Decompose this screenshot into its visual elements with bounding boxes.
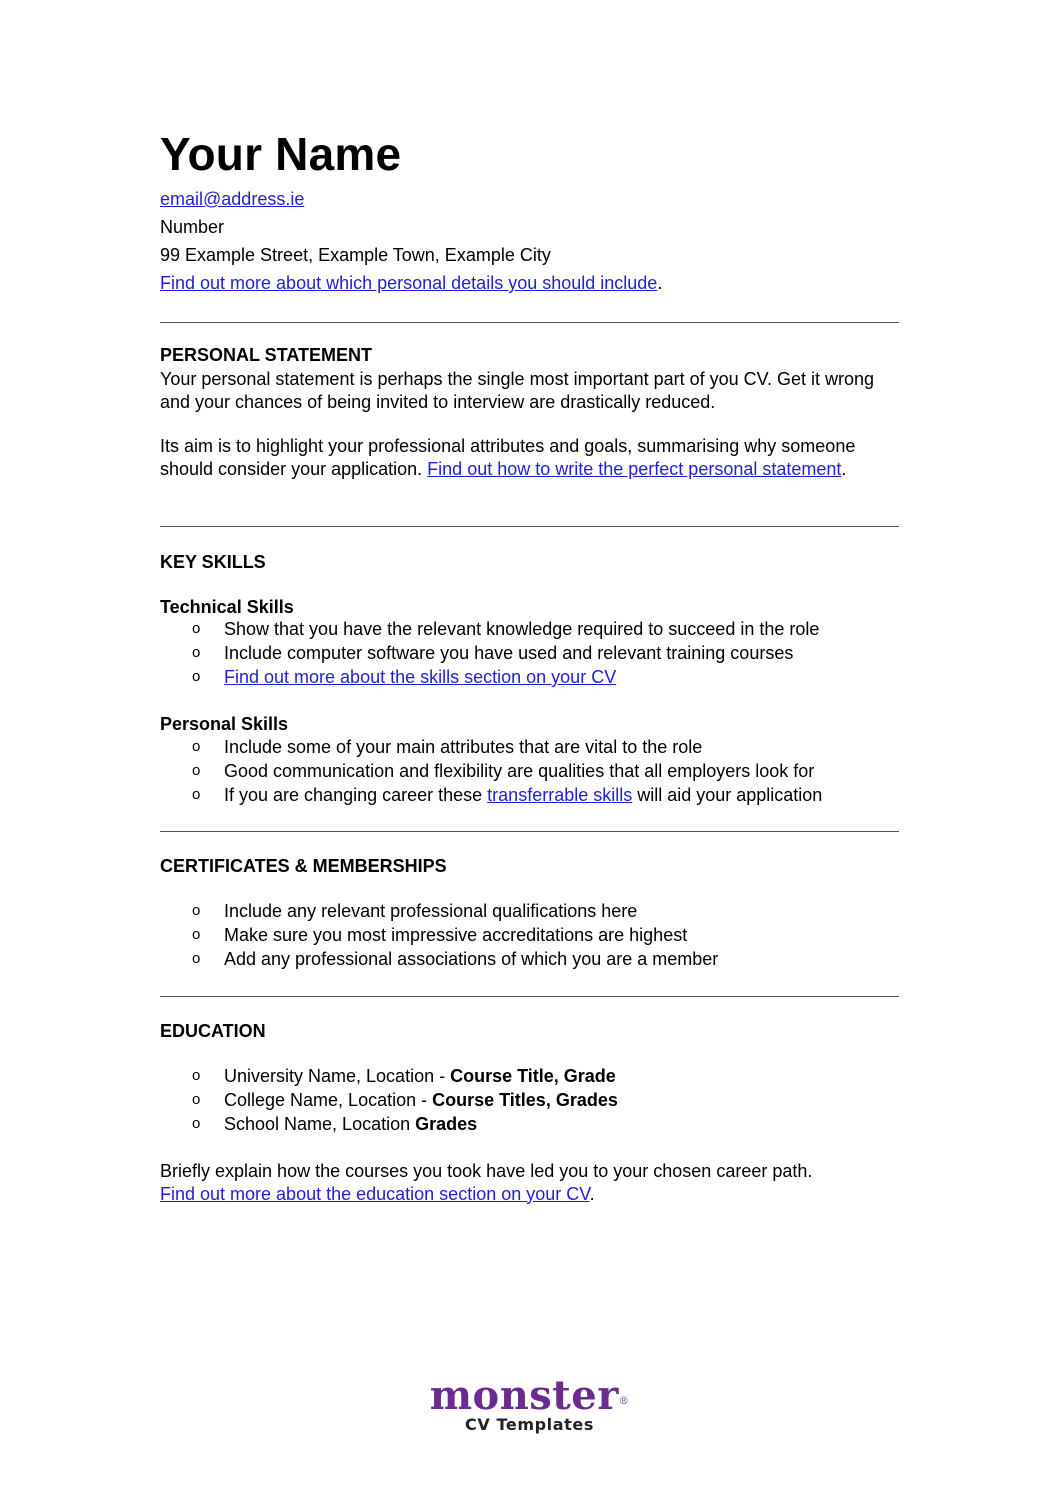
- phone-number: Number: [160, 217, 225, 237]
- bullet-marker: o: [192, 738, 201, 755]
- education-list: [160, 1064, 618, 1136]
- personal-statement-heading: PERSONAL STATEMENT: [160, 345, 373, 365]
- list-item: o Add any professional associations of which you are a member: [192, 949, 719, 969]
- list-item: o Make sure you most impressive accreditations are highest: [192, 925, 688, 945]
- bullet-marker: o: [192, 620, 201, 637]
- bullet-marker: o: [192, 902, 201, 919]
- section-divider: [160, 831, 899, 832]
- list-item: o Show that you have the relevant knowledge required to succeed in the role: [192, 619, 820, 639]
- skills-section-link[interactable]: Find out more about the skills section on your CV: [224, 667, 617, 687]
- list-item: o If you are changing career these transferrable skills will aid your application: [192, 785, 823, 805]
- email-link[interactable]: email@address.ie: [160, 189, 305, 209]
- bullet-marker: o: [192, 1067, 201, 1084]
- list-item: o Include any relevant professional qualifications here: [192, 901, 638, 921]
- logo-text: monster: [429, 1372, 619, 1419]
- personal-statement-text: Its aim is to highlight your professional attributes and goals, summarising why someone should consider your application.: [160, 436, 856, 479]
- transferrable-skills-link[interactable]: transferrable skills: [487, 785, 633, 805]
- technical-skills-heading: Technical Skills: [160, 597, 294, 617]
- address: 99 Example Street, Example Town, Example City: [160, 245, 551, 265]
- registered-mark: ®: [618, 1396, 630, 1407]
- section-divider: [160, 526, 899, 527]
- certificates-heading: CERTIFICATES & MEMBERSHIPS: [160, 856, 447, 876]
- key-skills-heading: KEY SKILLS: [160, 552, 266, 572]
- education-heading: EDUCATION: [160, 1021, 266, 1041]
- bullet-marker: o: [192, 950, 201, 967]
- bullet-marker: o: [192, 762, 201, 779]
- personal-skills-list: [160, 735, 822, 807]
- bullet-marker: o: [192, 1115, 201, 1132]
- cv-templates-label: CV Templates: [465, 1415, 594, 1434]
- personal-details-link[interactable]: Find out more about which personal details you should include: [160, 273, 658, 293]
- education-section-link[interactable]: Find out more about the education section on your CV: [160, 1183, 590, 1204]
- monster-logo: [0, 1372, 1059, 1419]
- bullet-marker: o: [192, 1091, 201, 1108]
- section-divider: [160, 322, 899, 323]
- bullet-marker: o: [192, 786, 201, 803]
- certificates-list: [160, 899, 718, 971]
- bullet-marker: o: [192, 644, 201, 661]
- section-divider: [160, 996, 899, 997]
- list-item: o School Name, Location Grades: [192, 1114, 478, 1134]
- footer: [0, 1372, 1059, 1436]
- candidate-name: Your Name: [160, 128, 402, 180]
- personal-statement-tail: .: [841, 458, 847, 479]
- technical-skills-list: [160, 617, 819, 689]
- list-item: o College Name, Location - Course Titles, Grades: [192, 1090, 618, 1110]
- personal-statement-paragraph-1: Your personal statement is perhaps the single most important part of you CV. Get it wrong and your chances of being invited to interview are drastically reduced.: [160, 369, 875, 412]
- list-item: [160, 665, 819, 689]
- personal-statement-link[interactable]: Find out how to write the perfect personal statement: [427, 458, 842, 479]
- personal-skills-heading: Personal Skills: [160, 714, 289, 734]
- education-summary: Briefly explain how the courses you took have led you to your chosen career path. Find out more about the education section on your CV.: [160, 1161, 813, 1204]
- details-tail: .: [657, 273, 663, 293]
- contact-details: [160, 185, 662, 297]
- personal-statement-paragraph-2: [160, 435, 905, 480]
- details-line: [160, 269, 662, 297]
- list-item: o Good communication and flexibility are qualities that all employers look for: [192, 761, 815, 781]
- bullet-marker: o: [192, 668, 201, 685]
- bullet-marker: o: [192, 926, 201, 943]
- list-item: o Include computer software you have used and relevant training courses: [192, 643, 794, 663]
- list-item: o University Name, Location - Course Title, Grade: [192, 1066, 616, 1086]
- list-item: o Include some of your main attributes that are vital to the role: [192, 737, 703, 757]
